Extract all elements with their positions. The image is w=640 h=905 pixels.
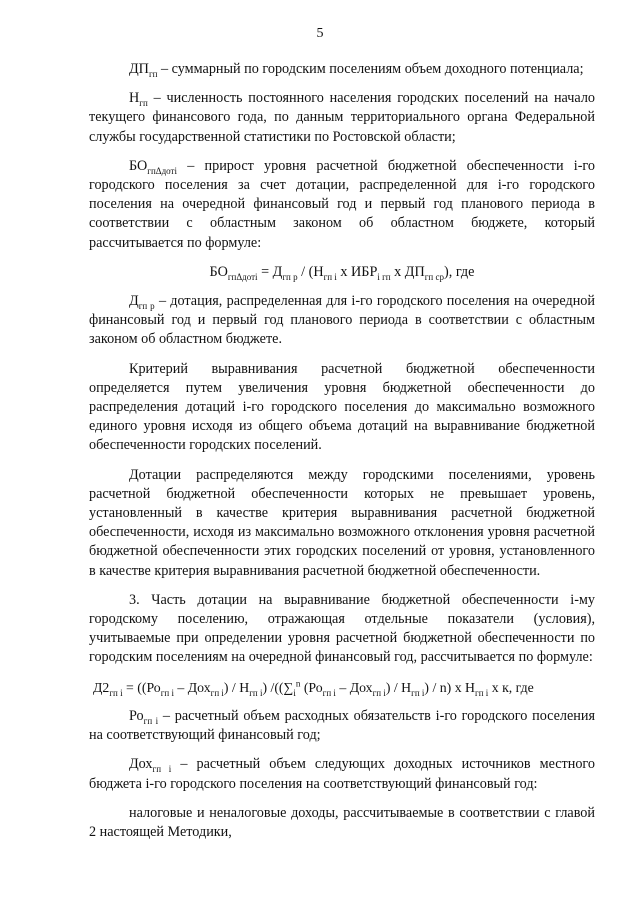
document-body (89, 60, 595, 852)
formula-subscript: i (293, 687, 296, 698)
formula-part: ) / Н (223, 679, 250, 695)
formula-subscript: гп i (109, 687, 123, 698)
formula-part: = ((Ро (122, 679, 161, 695)
symbol-dox: Дох (129, 756, 153, 773)
formula-part: ) / Н (385, 679, 412, 695)
formula-subscript: гпΔдотi (227, 271, 258, 282)
formula-part: – Дох (335, 679, 373, 695)
paragraph-ro-definition (89, 707, 595, 745)
formula-subscript: гп ср (424, 271, 444, 282)
symbol-n-subscript: гп (139, 98, 148, 109)
formula-d2 (93, 678, 595, 697)
formula-superscript: n (295, 678, 301, 689)
symbol-d: Д (129, 293, 139, 310)
formula-part: БО (209, 263, 228, 280)
formula-part: ) /((∑ (262, 679, 294, 695)
paragraph-text: – расчетный объем расходных обязательств i-го городского поселения на соответствующий финансовый год; (89, 707, 596, 744)
formula-subscript: гп i (160, 687, 174, 698)
formula-subscript: гп р (282, 271, 298, 282)
formula-part: (Ро (300, 679, 323, 695)
paragraph-text: – прирост уровня расчетной бюджетной обеспеченности i-го городского поселения за счет дотации, распределенной для i-го городского поселения на очередной финансовый год и первый год планового периода в соответствии с областным законом об областном бюджете, который рассчитывается по формуле: (89, 157, 595, 251)
formula-part: x ИБР (336, 263, 378, 280)
formula-part: / (Н (297, 263, 324, 280)
paragraph-dox-definition (89, 755, 595, 793)
formula-subscript: гп i (249, 687, 263, 698)
paragraph-text: – численность постоянного населения городских поселений на начало текущего финансового года, по данным территориального органа Федеральной службы государственной статистики по Ростовской области; (89, 90, 595, 145)
formula-part: – Дох (173, 679, 211, 695)
symbol-bo-subscript: гпΔдотi (147, 165, 177, 176)
formula-subscript: гп i (323, 271, 337, 282)
paragraph-d-definition (89, 292, 595, 350)
symbol-ro: Ро (129, 707, 144, 724)
symbol-dox-subscript: гп i (152, 764, 172, 775)
symbol-ro-subscript: гп i (143, 715, 159, 726)
paragraph-text: – суммарный по городским поселениям объем доходного потенциала; (157, 61, 584, 77)
formula-subscript: гп i (210, 687, 224, 698)
formula-part: ), где (444, 263, 475, 280)
paragraph-tax-income: налоговые и неналоговые доходы, рассчитываемые в соответствии с главой 2 настоящей Методики, (89, 804, 595, 840)
formula-subscript: гп i (372, 687, 386, 698)
paragraph-bo-definition (89, 157, 595, 253)
symbol-n: Н (129, 90, 140, 107)
formula-subscript: i гп (377, 271, 391, 282)
symbol-dp: ДП (129, 61, 149, 77)
paragraph-distribution: Дотации распределяются между городскими поселениями, уровень расчетной бюджетной обеспеченности которых не превышает уровень, установленный в качестве критерия выравнивания расчетной бюджетной обеспеченности, исходя из максимально возможного отклонения уровня расчетной бюджетной обеспеченности этих городских поселений от уровня, установленного в качестве критерия выравнивания расчетной бюджетной обеспеченности. (89, 466, 595, 579)
paragraph-criterion: Критерий выравнивания расчетной бюджетной обеспеченности определяется путем увеличения уровня бюджетной обеспеченности до распределения дотаций i-го городского поселения до максимально возможного единого уровня исходя из общего объема дотаций на выравнивание бюджетной обеспеченности городских поселений. (89, 360, 595, 454)
formula-part: x ДП (390, 263, 425, 280)
formula-subscript: гп i (322, 687, 336, 698)
formula-bo (89, 263, 595, 282)
symbol-bo: БО (129, 157, 148, 174)
formula-subscript: гп i (475, 687, 489, 698)
paragraph-n-definition (89, 89, 595, 147)
page-number: 5 (316, 26, 324, 41)
paragraph-dp-definition (89, 60, 595, 79)
formula-part: x к, где (488, 679, 534, 695)
formula-part: Д2 (93, 679, 110, 695)
formula-part: ) / n) x Н (424, 679, 476, 695)
symbol-d-subscript: гп р (138, 300, 155, 311)
symbol-dp-subscript: гп (148, 68, 158, 79)
formula-part: = Д (257, 263, 283, 280)
paragraph-section-3: 3. Часть дотации на выравнивание бюджетной обеспеченности i-му городскому поселению, отражающая отдельные показатели (условия), учитываемые при определении уровня расчетной бюджетной обеспеченности по городским поселениям на очередной финансовый год, рассчитывается по формуле: (89, 591, 595, 666)
paragraph-text: – дотация, распределенная для i-го городского поселения на очередной финансовый год и первый год планового периода в соответствии с областным законом об областном бюджете. (89, 293, 595, 348)
paragraph-text: – расчетный объем следующих доходных источников местного бюджета i-го городского поселения на соответствующий финансовый год: (89, 756, 595, 792)
formula-subscript: гп i (411, 687, 425, 698)
